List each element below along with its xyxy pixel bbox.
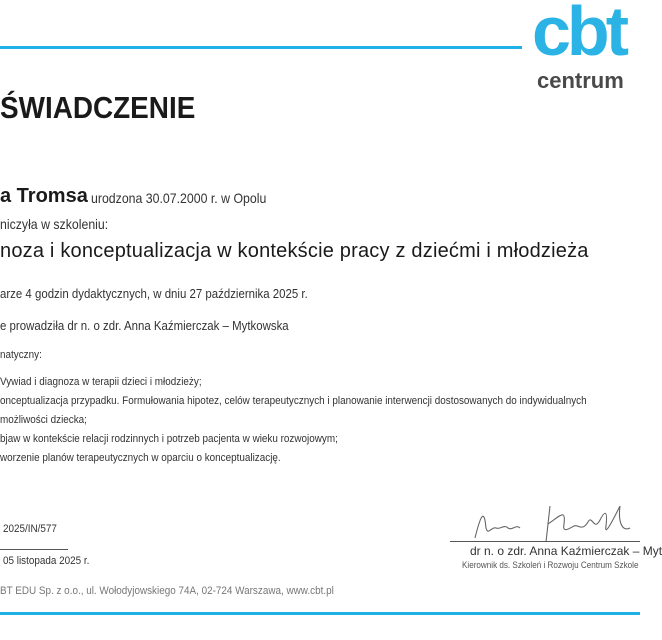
course-title: noza i konceptualizacja w kontekście pracy z dziećmi i młodzieża	[0, 240, 589, 262]
participation-text: niczyła w szkoleniu:	[0, 216, 109, 232]
program-item: możliwości dziecka;	[0, 414, 87, 426]
date-rule	[0, 549, 68, 550]
issue-date: 05 listopada 2025 r.	[3, 555, 90, 567]
signatory-name: dr n. o zdr. Anna Kaźmierczak – Myt	[470, 544, 662, 558]
footer-rule	[0, 612, 640, 615]
recipient-name: a Tromsa	[0, 185, 88, 207]
program-label: natyczny:	[0, 349, 42, 361]
logo-subtitle: centrum	[537, 68, 624, 93]
signatory-role: Kierownik ds. Szkoleń i Rozwoju Centrum Szkole	[462, 560, 639, 570]
logo-mark: cbt	[532, 0, 625, 70]
certificate-number: 2025/IN/577	[3, 523, 57, 535]
signature-rule	[450, 541, 640, 542]
program-item: worzenie planów terapeutycznych w oparciu o konceptualizację.	[0, 452, 281, 464]
program-item: Vywiad i diagnoza w terapii dzieci i młodzieży;	[0, 376, 202, 388]
footer-address: BT EDU Sp. z o.o., ul. Wołodyjowskiego 74A, 02-724 Warszawa, www.cbt.pl	[0, 585, 334, 597]
recipient-birth: urodzona 30.07.2000 r. w Opolu	[91, 190, 267, 206]
certificate-title: ŚWIADCZENIE	[0, 90, 196, 125]
program-item: onceptualizacja przypadku. Formułowania hipotez, celów terapeutycznych i planowanie interwencji dostosowanych do indywidualnych	[0, 395, 587, 407]
instructor-text: e prowadziła dr n. o zdr. Anna Kaźmierczak – Mytkowska	[0, 318, 289, 333]
program-item: bjaw w kontekście relacji rodzinnych i potrzeb pacjenta w wieku rozwojowym;	[0, 433, 338, 445]
duration-text: arze 4 godzin dydaktycznych, w dniu 27 października 2025 r.	[0, 286, 308, 301]
header-rule	[0, 46, 522, 49]
